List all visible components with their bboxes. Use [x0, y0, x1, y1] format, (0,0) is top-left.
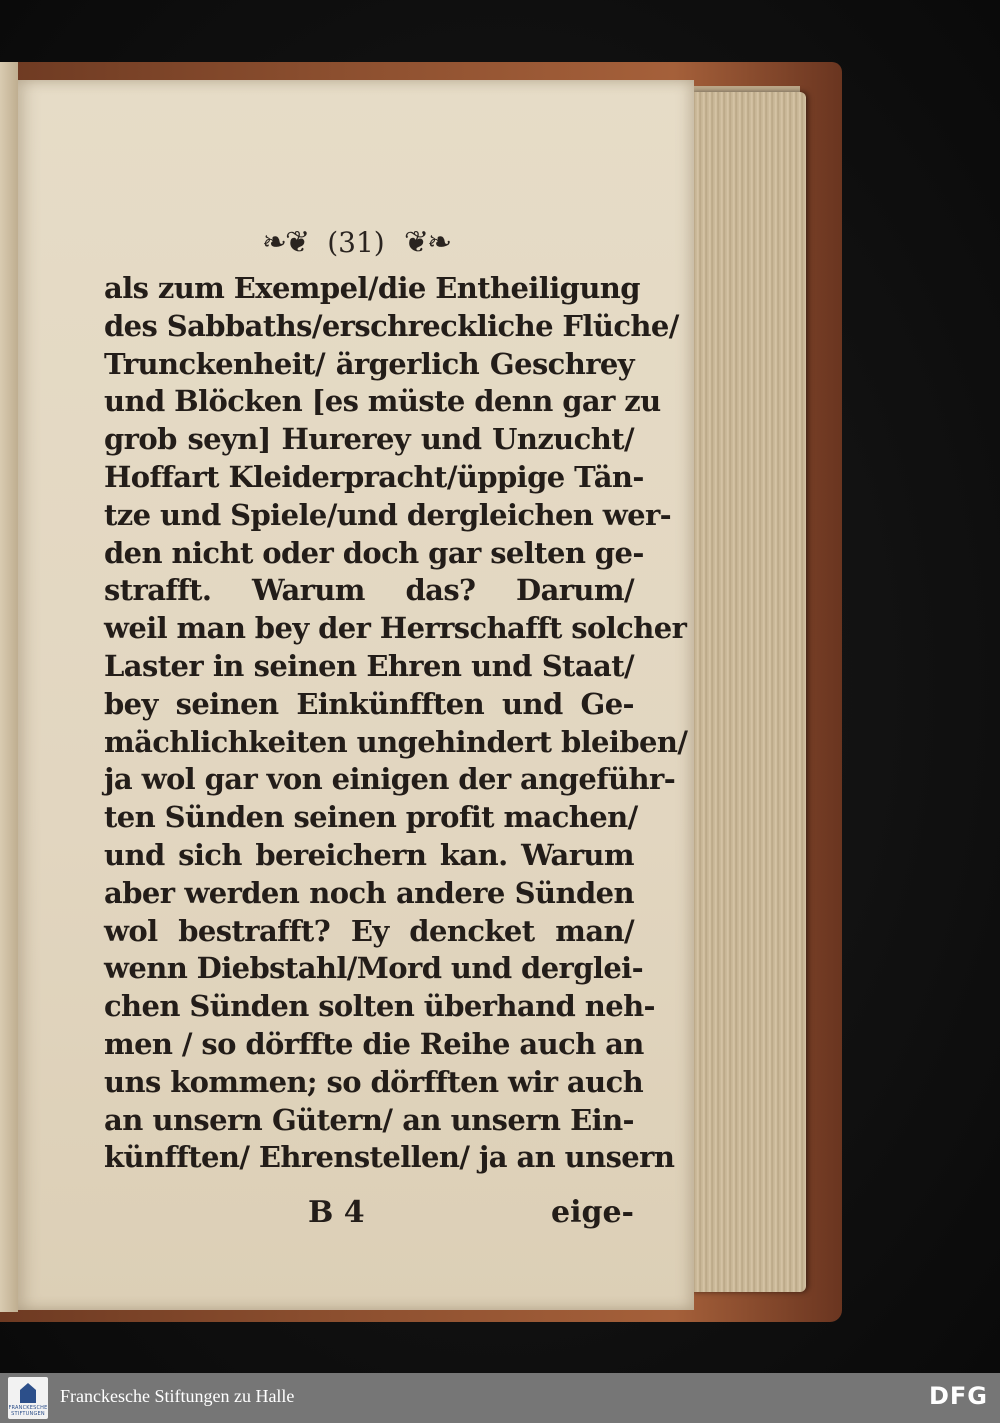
catchword: eige-	[551, 1195, 634, 1230]
signature-line	[308, 1195, 634, 1235]
page-number: (31)	[327, 226, 385, 259]
text-line: weil man bey der Herrschafft solcher	[104, 611, 687, 646]
building-icon	[20, 1383, 36, 1403]
printed-page	[18, 80, 694, 1310]
text-line: Hoffart Kleiderpracht/üppige Tän-	[104, 459, 644, 494]
text-line: ten Sünden seinen profit machen/	[104, 800, 638, 835]
text-line: wol bestrafft? Ey dencket man/	[104, 913, 634, 948]
signature-mark: B 4	[308, 1195, 365, 1230]
ornament-right-icon: ❦❧	[403, 225, 451, 260]
text-line: tze und Spiele/und dergleichen wer-	[104, 497, 672, 532]
text-line: ja wol gar von einigen der angeführ-	[104, 762, 676, 797]
ornament-left-icon: ❧❦	[261, 225, 309, 260]
text-line: Laster in seinen Ehren und Staat/	[104, 648, 634, 683]
text-line: mächlichkeiten ungehindert bleiben/	[104, 724, 688, 759]
logo-caption: FRANCKESCHE STIFTUNGEN	[8, 1405, 48, 1417]
text-line: grob seyn] Hurerey und Unzucht/	[104, 422, 634, 457]
text-line: den nicht oder doch gar selten ge-	[104, 535, 644, 570]
text-line: men / so dörffte die Reihe auch an	[104, 1026, 644, 1061]
page-stack	[690, 92, 806, 1292]
dfg-logo[interactable]: DFG	[928, 1382, 988, 1410]
text-block	[104, 270, 688, 1177]
left-page-edge	[0, 62, 18, 1312]
text-line: künfften/ Ehrenstellen/ ja an unsern	[104, 1140, 675, 1175]
page-header	[18, 225, 694, 269]
footer-bar	[0, 1373, 1000, 1423]
text-line: wenn Diebstahl/Mord und derglei-	[104, 951, 644, 986]
francke-logo[interactable]	[8, 1377, 48, 1419]
text-line: uns kommen; so dörfften wir auch	[104, 1064, 644, 1099]
text-line: des Sabbaths/erschreckliche Flüche/	[104, 308, 679, 343]
text-line: Trunckenheit/ ärgerlich Geschrey	[104, 346, 634, 381]
text-line: strafft. Warum das? Darum/	[104, 573, 634, 608]
institution-title: Franckesche Stiftungen zu Halle	[60, 1386, 295, 1406]
text-line: aber werden noch andere Sünden	[104, 875, 634, 910]
text-line: bey seinen Einkünfften und Ge-	[104, 686, 634, 721]
text-line: und sich bereichern kan. Warum	[104, 837, 634, 872]
text-line: als zum Exempel/die Entheiligung	[104, 271, 640, 305]
text-line: und Blöcken [es müste denn gar zu	[104, 384, 661, 419]
text-line: an unsern Gütern/ an unsern Ein-	[104, 1102, 634, 1137]
text-line: chen Sünden solten überhand neh-	[104, 989, 655, 1024]
